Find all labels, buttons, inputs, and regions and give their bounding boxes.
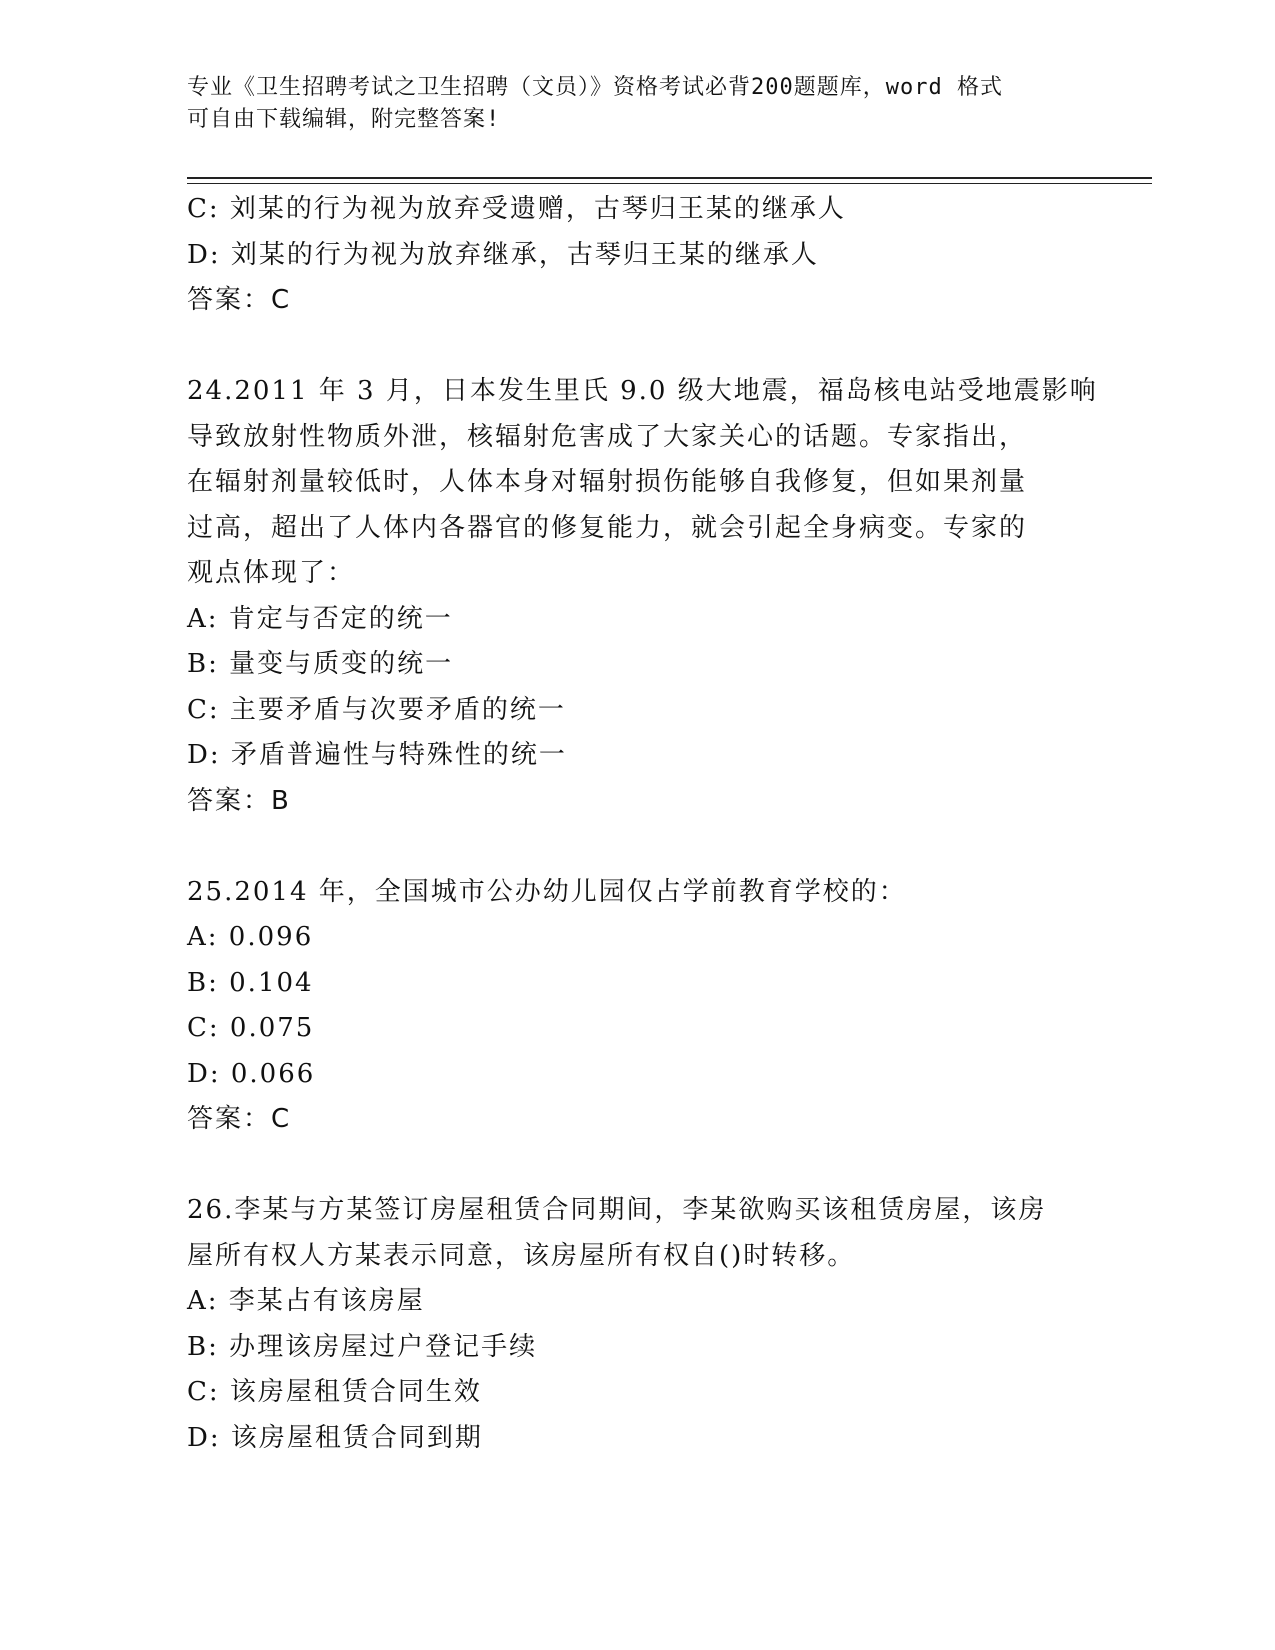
q25-option-b: B: 0.104 xyxy=(187,967,314,998)
q24-text-line-5: 观点体现了： xyxy=(187,558,356,588)
q25-answer: 答案：C xyxy=(187,1104,292,1134)
prev-answer: 答案：C xyxy=(187,285,292,315)
spacer xyxy=(187,1143,1087,1189)
header-line-2: 可自由下载编辑，附完整答案! xyxy=(187,107,501,132)
document-header xyxy=(187,72,1067,136)
q26-text-line-2: 屋所有权人方某表示同意，该房屋所有权自()时转移。 xyxy=(187,1240,856,1271)
q25-option-c: C: 0.075 xyxy=(187,1013,315,1043)
prev-option-d: D: 刘某的行为视为放弃继承，古琴归王某的继承人 xyxy=(187,239,819,270)
q26-option-c: C: 该房屋租赁合同生效 xyxy=(187,1377,482,1407)
header-rule-thin xyxy=(187,183,1152,184)
q26-option-a: A: 李某占有该房屋 xyxy=(187,1286,425,1316)
q24-option-a: A: 肯定与否定的统一 xyxy=(187,603,453,634)
q24-option-d: D: 矛盾普遍性与特殊性的统一 xyxy=(187,740,567,770)
q26-option-d: D: 该房屋租赁合同到期 xyxy=(187,1422,483,1453)
prev-option-c: C: 刘某的行为视为放弃受遗赠，古琴归王某的继承人 xyxy=(187,194,846,224)
q24-text-line-1: 24.2011 年 3 月，日本发生里氏 9.0 级大地震，福岛核电站受地震影响 xyxy=(187,376,1098,406)
q24-answer: 答案：B xyxy=(187,785,291,816)
q24-text-line-2: 导致放射性物质外泄，核辐射危害成了大家关心的话题。专家指出， xyxy=(187,421,1028,452)
header-line-1: 专业《卫生招聘考试之卫生招聘（文员）》资格考试必背200题题库，word 格式 xyxy=(187,75,1003,100)
q25-option-a: A: 0.096 xyxy=(187,922,314,952)
spacer xyxy=(187,324,1087,370)
question-content xyxy=(187,187,1098,1461)
q24-text-line-4: 过高，超出了人体内各器官的修复能力，就会引起全身病变。专家的 xyxy=(187,512,1028,543)
q25-text: 25.2014 年，全国城市公办幼儿园仅占学前教育学校的： xyxy=(187,876,907,907)
q24-text-line-3: 在辐射剂量较低时，人体本身对辐射损伤能够自我修复，但如果剂量 xyxy=(187,467,1028,497)
q24-option-c: C: 主要矛盾与次要矛盾的统一 xyxy=(187,694,566,725)
spacer xyxy=(187,824,1087,870)
q24-option-b: B: 量变与质变的统一 xyxy=(187,649,454,679)
q26-text-line-1: 26.李某与方某签订房屋租赁合同期间，李某欲购买该租赁房屋，该房 xyxy=(187,1195,1047,1225)
q25-option-d: D: 0.066 xyxy=(187,1058,316,1089)
header-rule-thick xyxy=(187,177,1152,179)
q26-option-b: B: 办理该房屋过户登记手续 xyxy=(187,1331,538,1362)
